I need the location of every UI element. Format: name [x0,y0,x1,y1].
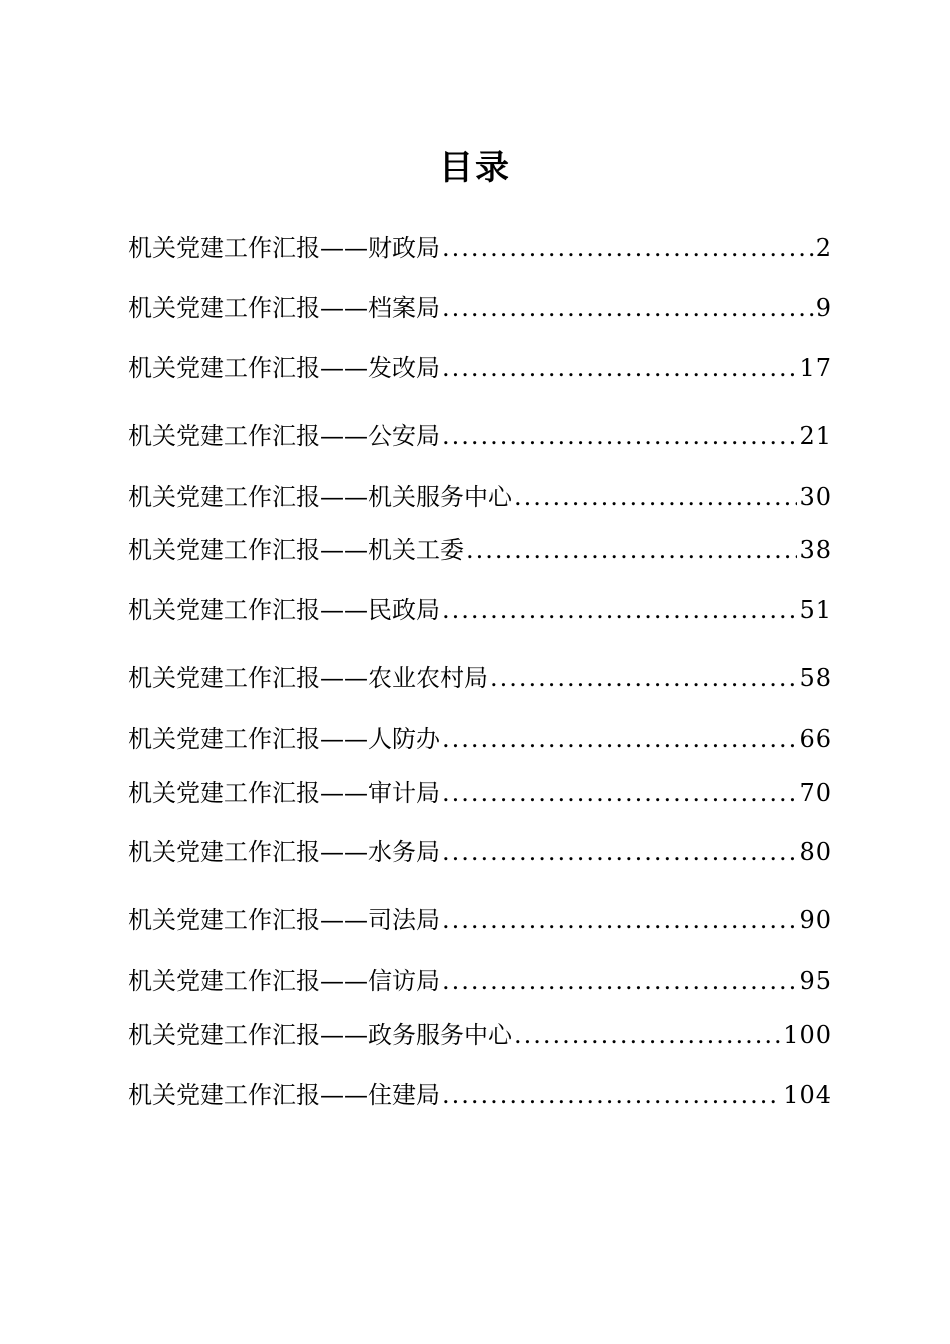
toc-leader-dots [514,1015,781,1055]
toc-entry-label: 机关党建工作汇报——司法局 [128,906,440,934]
toc-entry[interactable] [128,477,832,517]
toc-entry[interactable] [128,658,832,698]
toc-entry-label: 机关党建工作汇报——住建局 [128,1081,440,1109]
toc-entry[interactable] [128,416,832,456]
toc-page-number: 70 [799,779,832,807]
toc-entry-label: 机关党建工作汇报——财政局 [128,234,440,262]
toc-entry[interactable] [128,961,832,1001]
toc-title: 目录 [439,148,511,188]
toc-page-number: 90 [799,906,832,934]
toc-entry-label: 机关党建工作汇报——民政局 [128,596,440,624]
toc-entry[interactable] [128,530,832,570]
toc-leader-dots [466,530,797,570]
toc-page-number: 9 [815,294,832,322]
toc-page-number: 17 [799,354,832,382]
toc-page-number: 51 [799,596,832,624]
toc-leader-dots [442,900,797,940]
toc-page-number: 95 [799,967,832,995]
toc-page-number: 80 [799,838,832,866]
toc-entry[interactable] [128,348,832,388]
toc-entry[interactable] [128,288,832,328]
toc-entry-label: 机关党建工作汇报——机关工委 [128,536,464,564]
toc-entry[interactable] [128,832,832,872]
toc-entry-label: 机关党建工作汇报——农业农村局 [128,664,488,692]
toc-entry-label: 机关党建工作汇报——发改局 [128,354,440,382]
toc-entry-label: 机关党建工作汇报——人防办 [128,725,440,753]
toc-leader-dots [490,658,797,698]
toc-page-number: 2 [815,234,832,262]
toc-page-number: 58 [799,664,832,692]
toc-entry[interactable] [128,590,832,630]
toc-leader-dots [442,832,797,872]
toc-leader-dots [442,1075,781,1115]
toc-entry-label: 机关党建工作汇报——公安局 [128,422,440,450]
toc-entry-label: 机关党建工作汇报——信访局 [128,967,440,995]
toc-entry-label: 机关党建工作汇报——机关服务中心 [128,483,512,511]
toc-entry[interactable] [128,228,832,268]
toc-page-number: 66 [799,725,832,753]
toc-leader-dots [442,348,797,388]
toc-leader-dots [442,228,814,268]
toc-entry[interactable] [128,719,832,759]
toc-leader-dots [442,719,797,759]
toc-page-number: 38 [799,536,832,564]
toc-leader-dots [514,477,797,517]
toc-leader-dots [442,288,814,328]
toc-entry-label: 机关党建工作汇报——水务局 [128,838,440,866]
toc-page-number: 21 [799,422,832,450]
toc-entry-label: 机关党建工作汇报——档案局 [128,294,440,322]
toc-entry[interactable] [128,900,832,940]
toc-entry[interactable] [128,1075,832,1115]
toc-entry-label: 机关党建工作汇报——审计局 [128,779,440,807]
toc-leader-dots [442,416,797,456]
toc-entry-label: 机关党建工作汇报——政务服务中心 [128,1021,512,1049]
toc-entry[interactable] [128,1015,832,1055]
toc-leader-dots [442,773,797,813]
toc-page-number: 30 [799,483,832,511]
toc-page-number: 104 [783,1081,832,1109]
toc-leader-dots [442,590,797,630]
toc-page-number: 100 [783,1021,832,1049]
toc-entry[interactable] [128,773,832,813]
toc-leader-dots [442,961,797,1001]
